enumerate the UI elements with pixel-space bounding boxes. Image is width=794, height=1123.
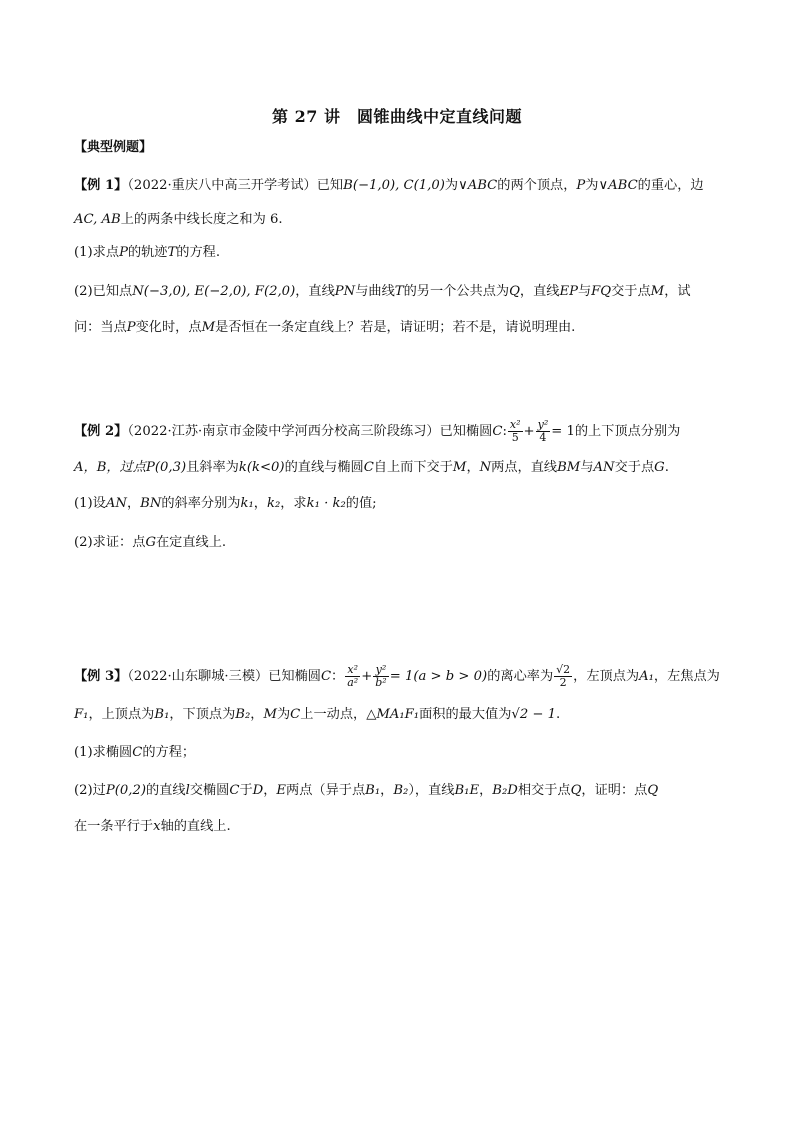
example-2-question-1: (1)设AN，BN的斜率分别为k₁，k₂，求k₁ · k₂的值; — [74, 496, 377, 511]
example-2-line-1: 【例 2】（2022·江苏·南京市金陵中学河西分校高三阶段练习）已知椭圆C: $\frac{\text{x²}}{5}$ + $\frac{\text{y²}}{4}$ = 1的上下顶点分别为 — [74, 418, 681, 444]
page-title: 第 27 讲 圆锥曲线中定直线问题 — [272, 107, 522, 126]
example-1-question-2-cont: 问：当点P变化时，点M是否恒在一条定直线上？若是，请证明；若不是，请说明理由. — [74, 320, 576, 335]
example-1-question-2: (2)已知点N(−3,0), E(−2,0), F(2,0)，直线PN与曲线T的另一个公共点为Q，直线EP与FQ交于点M，试 — [74, 284, 691, 299]
fraction-x2-over-a2: $\frac{\text{x²}}{\text{a²}}$ — [347, 663, 359, 689]
example-1-line-2: AC, AB上的两条中线长度之和为 6. — [74, 212, 283, 227]
section-heading: 【典型例题】 — [74, 140, 153, 155]
example-2-question-2: (2)求证：点G在定直线上. — [74, 535, 227, 550]
example-2-line-2: A，B，过点P(0,3)且斜率为k(k<0)的直线与椭圆C自上而下交于M，N两点，直线BM与AN交于点G. — [74, 460, 669, 475]
example-1-tag: 【例 1】 — [74, 178, 128, 193]
fraction-y2-over-4: $\frac{\text{y²}}{4}$ — [537, 418, 549, 444]
example-3-question-2-cont: 在一条平行于x轴的直线上. — [74, 819, 231, 834]
fraction-x2-over-5: $\frac{\text{x²}}{5}$ — [509, 418, 521, 444]
example-3-tag: 【例 3】 — [74, 669, 128, 684]
fraction-y2-over-b2: $\frac{\text{y²}}{\text{b²}}$ — [375, 663, 387, 689]
example-3-line-1: 【例 3】（2022·山东聊城·三模）已知椭圆C： $\frac{\text{x²}}{\text{a²}}$ + $\frac{\text{y²}}{\text{b²}}$ = 1(a > b > 0)的离心率为 $\frac{√2}{2}$ ，左顶点为A₁，左焦点为 — [74, 663, 720, 689]
example-3-question-1: (1)求椭圆C的方程； — [74, 745, 196, 760]
example-1-question-1: (1)求点P的轨迹T的方程. — [74, 245, 221, 260]
fraction-sqrt2-over-2: $\frac{√2}{2}$ — [556, 663, 571, 689]
example-2-tag: 【例 2】 — [74, 424, 128, 439]
example-3-line-2: F₁，上顶点为B₁，下顶点为B₂，M为C上一动点，△MA₁F₁面积的最大值为√2 − 1. — [74, 707, 561, 722]
example-3-question-2: (2)过P(0,2)的直线l交椭圆C于D，E两点（异于点B₁，B₂），直线B₁E，B₂D相交于点Q，证明：点Q — [74, 783, 659, 798]
example-1-line-1: 【例 1】（2022·重庆八中高三开学考试）已知B(−1,0), C(1,0)为∨ABC的两个顶点，P为∨ABC的重心，边 — [74, 178, 704, 193]
